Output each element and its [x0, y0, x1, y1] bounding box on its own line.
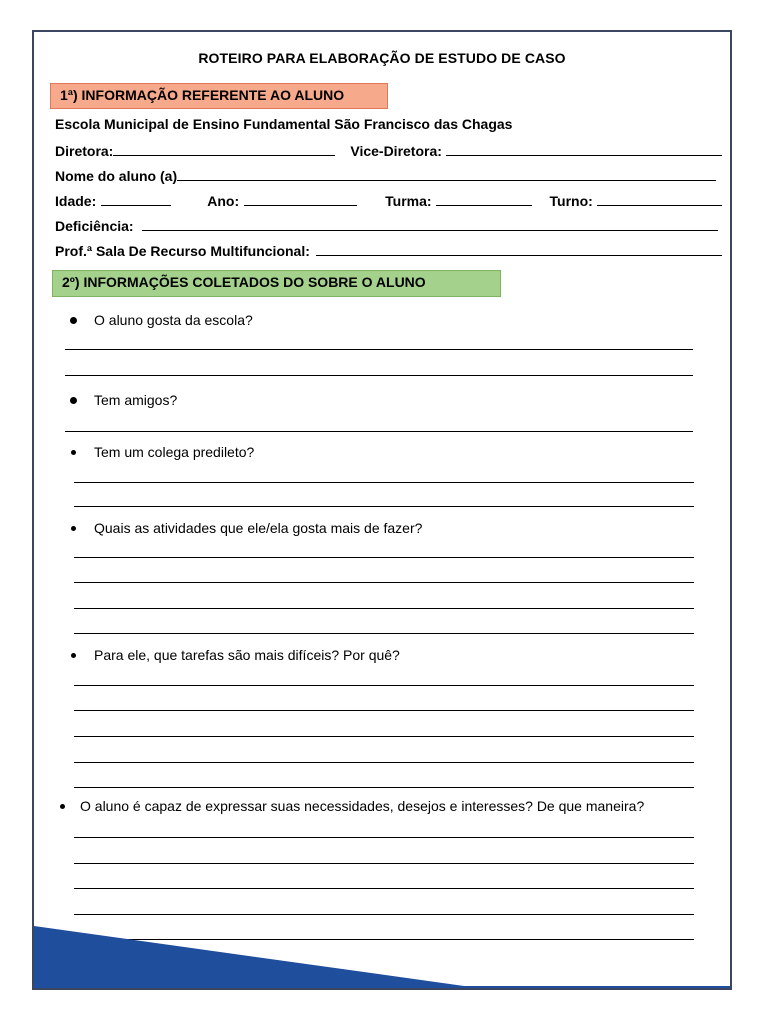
- bullet-icon: [71, 526, 76, 531]
- question-text: O aluno é capaz de expressar suas necessidades, desejos e interesses? De que maneira?: [80, 798, 645, 814]
- answer-line[interactable]: [74, 762, 694, 763]
- student-name-row: [55, 166, 722, 184]
- director-row: [55, 141, 722, 159]
- section-2-heading: 2º) INFORMAÇÕES COLETADOS DO SOBRE O ALUNO: [52, 270, 501, 297]
- answer-line[interactable]: [74, 582, 694, 583]
- student-name-blank[interactable]: [177, 168, 716, 181]
- bullet-icon: [70, 317, 77, 324]
- answer-line[interactable]: [74, 482, 694, 483]
- age-label: Idade:: [55, 193, 97, 209]
- director-blank[interactable]: [113, 143, 335, 156]
- question-item: [70, 312, 253, 328]
- document-title: ROTEIRO PARA ELABORAÇÃO DE ESTUDO DE CASO: [198, 50, 566, 66]
- question-item: [71, 444, 254, 460]
- shift-blank[interactable]: [597, 193, 722, 206]
- answer-line[interactable]: [74, 837, 694, 838]
- question-item: [70, 392, 177, 408]
- question-text: Quais as atividades que ele/ela gosta mais de fazer?: [94, 520, 423, 536]
- question-text: O aluno gosta da escola?: [94, 312, 253, 328]
- question-item: [71, 520, 422, 536]
- answer-line[interactable]: [65, 349, 693, 350]
- resource-teacher-row: [55, 241, 722, 259]
- footer-wave-decoration: [34, 926, 732, 988]
- student-details-row: [55, 191, 722, 209]
- answer-line[interactable]: [74, 736, 694, 737]
- vice-director-label: Vice-Diretora:: [350, 143, 442, 159]
- question-text: Para ele, que tarefas são mais difíceis? Por quê?: [94, 647, 400, 663]
- answer-line[interactable]: [74, 506, 694, 507]
- answer-line[interactable]: [74, 863, 694, 864]
- answer-line[interactable]: [74, 557, 694, 558]
- document-page: [32, 30, 732, 990]
- section-1-heading: 1ª) INFORMAÇÃO REFERENTE AO ALUNO: [50, 83, 388, 109]
- answer-line[interactable]: [65, 431, 693, 432]
- question-text: Tem um colega predileto?: [94, 444, 255, 460]
- class-blank[interactable]: [436, 193, 532, 206]
- question-item: [71, 647, 400, 663]
- student-name-label: Nome do aluno (a): [55, 168, 178, 184]
- resource-teacher-label: Prof.ª Sala De Recurso Multifuncional:: [55, 243, 310, 259]
- answer-line[interactable]: [74, 608, 694, 609]
- question-item: [60, 798, 644, 814]
- footer-wave-shape: [34, 926, 732, 988]
- vice-director-blank[interactable]: [446, 143, 722, 156]
- school-name: Escola Municipal de Ensino Fundamental São Francisco das Chagas: [55, 116, 513, 132]
- answer-line[interactable]: [65, 375, 693, 376]
- answer-line[interactable]: [74, 633, 694, 634]
- answer-line[interactable]: [74, 888, 694, 889]
- disability-blank[interactable]: [142, 218, 718, 231]
- bullet-icon: [71, 653, 76, 658]
- age-blank[interactable]: [101, 193, 171, 206]
- answer-line[interactable]: [74, 914, 694, 915]
- bullet-icon: [60, 804, 65, 809]
- resource-teacher-blank[interactable]: [316, 243, 722, 256]
- answer-line[interactable]: [74, 787, 694, 788]
- class-label: Turma:: [385, 193, 432, 209]
- bullet-icon: [71, 450, 76, 455]
- year-blank[interactable]: [244, 193, 357, 206]
- disability-row: [55, 216, 722, 234]
- director-label: Diretora:: [55, 143, 114, 159]
- question-text: Tem amigos?: [94, 392, 178, 408]
- answer-line[interactable]: [74, 710, 694, 711]
- year-label: Ano:: [207, 193, 240, 209]
- answer-line[interactable]: [74, 685, 694, 686]
- bullet-icon: [70, 397, 77, 404]
- disability-label: Deficiência:: [55, 218, 134, 234]
- shift-label: Turno:: [549, 193, 593, 209]
